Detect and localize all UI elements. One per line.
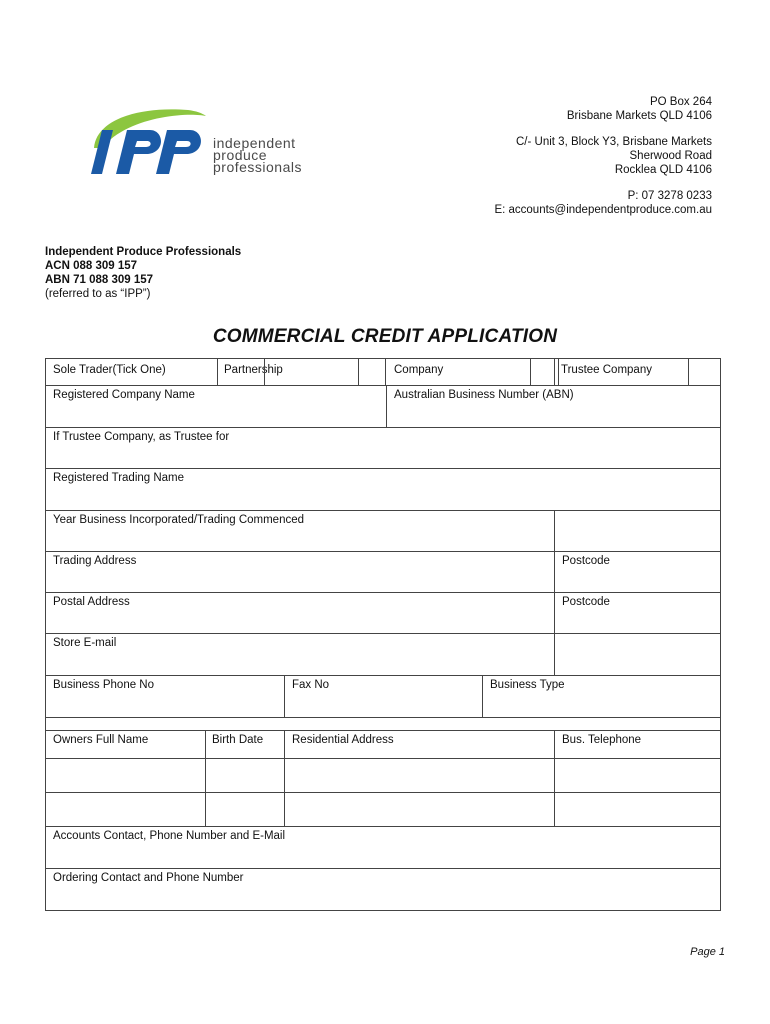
company-cell (385, 358, 555, 386)
partnership-label: Partnership (224, 364, 283, 376)
credit-application-form (45, 358, 721, 911)
ipp-wordmark (213, 137, 302, 173)
company-label: Company (394, 364, 444, 376)
wordmark-line-3: professionals (213, 159, 302, 175)
wordmark-line-2: produce (213, 147, 268, 163)
birth-date-label: Birth Date (212, 734, 264, 746)
postal-postcode-field[interactable] (554, 592, 721, 634)
trustee-for-label: If Trustee Company, as Trustee for (53, 431, 230, 443)
trading-address-label: Trading Address (53, 555, 137, 567)
owners-full-name-header (45, 730, 206, 759)
store-email-label: Store E-mail (53, 637, 117, 649)
abn-label: Australian Business Number (ABN) (394, 389, 574, 401)
fax-label: Fax No (292, 679, 330, 691)
residential-address-header (284, 730, 555, 759)
trading-postcode-field[interactable] (554, 551, 721, 593)
partnership-tick-box[interactable] (358, 358, 386, 386)
registered-company-name-label: Registered Company Name (53, 389, 195, 401)
residential-address-label: Residential Address (292, 734, 394, 746)
trading-postcode-label: Postcode (562, 555, 610, 567)
document-title: COMMERCIAL CREDIT APPLICATION (212, 326, 558, 347)
trading-address-field[interactable] (45, 551, 555, 593)
trustee-company-tick-box[interactable] (688, 358, 721, 386)
registered-trading-name-field[interactable] (45, 468, 721, 511)
unit-line: C/- Unit 3, Block Y3, Brisbane Markets (516, 136, 712, 148)
markets-line: Brisbane Markets QLD 4106 (566, 110, 712, 122)
sole-trader-tick-box[interactable] (217, 358, 265, 386)
business-phone-label: Business Phone No (53, 679, 155, 691)
trustee-for-field[interactable] (45, 427, 721, 469)
year-incorporated-value[interactable] (554, 510, 721, 552)
owner-1-birth-date-input[interactable] (205, 758, 285, 793)
store-email-field[interactable] (45, 633, 555, 676)
postal-address-field[interactable] (45, 592, 555, 634)
phone-line: P: 07 3278 0233 (627, 190, 712, 202)
ordering-contact-label: Ordering Contact and Phone Number (53, 872, 244, 884)
postal-address-label: Postal Address (53, 596, 130, 608)
email-line: E: accounts@independentproduce.com.au (494, 204, 712, 216)
owner-1-telephone-input[interactable] (554, 758, 721, 793)
trustee-company-label: Trustee Company (561, 364, 652, 376)
registered-company-name-field[interactable] (45, 385, 387, 428)
bus-telephone-label: Bus. Telephone (562, 734, 642, 746)
year-incorporated-field[interactable] (45, 510, 555, 552)
trustee-company-cell (554, 358, 689, 386)
road-line: Sherwood Road (629, 150, 712, 162)
owner-1-address-input[interactable] (284, 758, 555, 793)
company-abn: ABN 71 088 309 157 (45, 274, 154, 286)
fax-field[interactable] (284, 675, 483, 718)
business-phone-field[interactable] (45, 675, 285, 718)
bus-telephone-header (554, 730, 721, 759)
spacer-row (45, 717, 721, 731)
owners-full-name-label: Owners Full Name (53, 734, 149, 746)
ordering-contact-field[interactable] (45, 868, 721, 911)
store-email-value[interactable] (554, 633, 721, 676)
page-number: Page 1 (690, 946, 725, 958)
postal-postcode-label: Postcode (562, 596, 610, 608)
accounts-contact-field[interactable] (45, 826, 721, 869)
wordmark-line-1: independent (213, 135, 296, 151)
birth-date-header (205, 730, 285, 759)
accounts-contact-label: Accounts Contact, Phone Number and E-Mail (53, 830, 286, 842)
company-name: Independent Produce Professionals (45, 246, 242, 258)
sole-trader-label: Sole Trader(Tick One) (53, 364, 166, 376)
suburb-line: Rocklea QLD 4106 (614, 164, 712, 176)
owner-2-birth-date-input[interactable] (205, 792, 285, 827)
business-type-label: Business Type (490, 679, 565, 691)
owner-2-telephone-input[interactable] (554, 792, 721, 827)
po-box: PO Box 264 (649, 96, 712, 108)
abn-field[interactable] (386, 385, 721, 428)
owner-2-name-input[interactable] (45, 792, 206, 827)
owner-2-address-input[interactable] (284, 792, 555, 827)
registered-trading-name-label: Registered Trading Name (53, 472, 185, 484)
owner-1-name-input[interactable] (45, 758, 206, 793)
business-type-field[interactable] (482, 675, 721, 718)
company-acn: ACN 088 309 157 (45, 260, 138, 272)
year-incorporated-label: Year Business Incorporated/Trading Commenced (53, 514, 305, 526)
sole-trader-cell (45, 358, 218, 386)
company-details (45, 245, 241, 301)
address-block (420, 95, 712, 217)
company-referred: (referred to as “IPP”) (45, 288, 151, 300)
ipp-logo (88, 104, 338, 184)
